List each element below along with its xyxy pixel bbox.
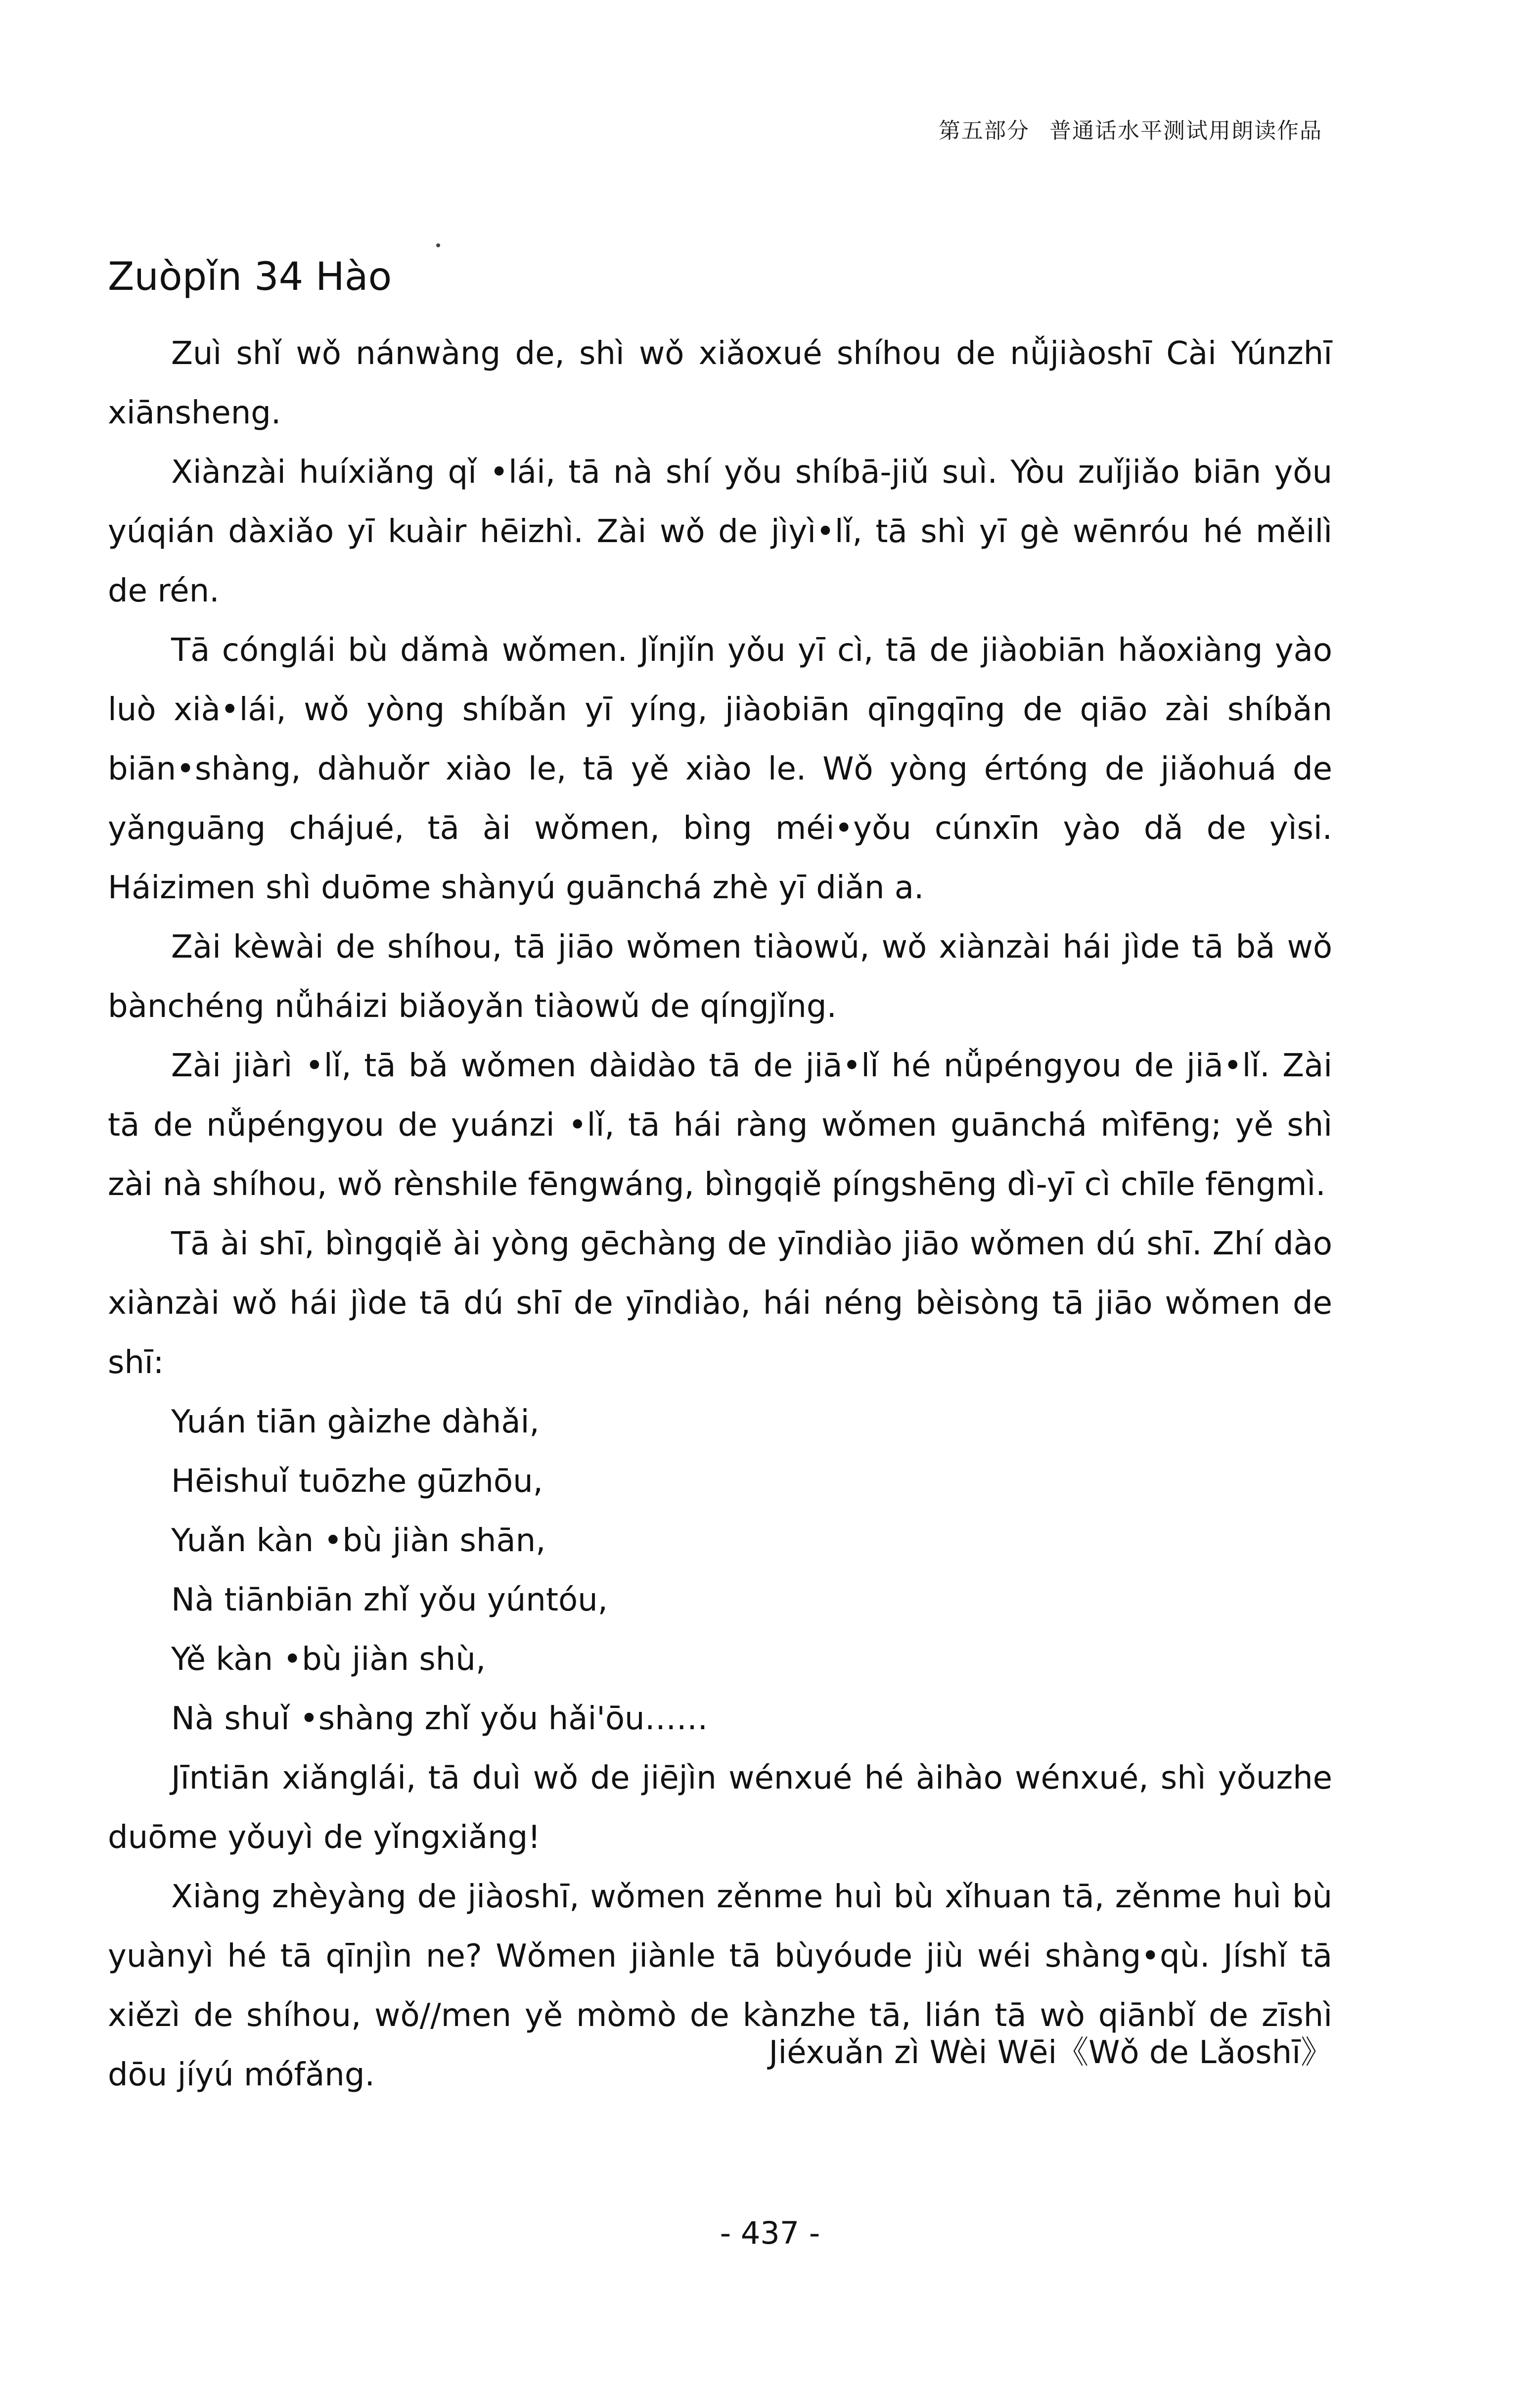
paragraph: Zài jiàrì •lǐ, tā bǎ wǒmen dàidào tā de jiā•lǐ hé nǚpéngyou de jiā•lǐ. Zài tā de nǚpéngyou de yuánzi •lǐ, tā hái ràng wǒmen guānchá mìfēng; yě shì zài nà shíhou, wǒ rènshile fēngwáng, bìngqiě píngshēng dì-yī cì chīle fēngmì. [108, 1048, 1332, 1203]
header-book-title: 普通话水平测试用朗读作品 [1049, 118, 1322, 143]
poem-line: Yuǎn kàn •bù jiàn shān, [171, 1522, 546, 1559]
print-speck [436, 243, 440, 247]
running-header [939, 113, 1322, 144]
poem-line: Yuán tiān gàizhe dàhǎi, [171, 1404, 540, 1440]
page-number: - 437 - [720, 2215, 820, 2251]
source-attribution: Jiéxuǎn zì Wèi Wēi《Wǒ de Lǎoshī》 [769, 2034, 1332, 2071]
paragraph: Tā cónglái bù dǎmà wǒmen. Jǐnjǐn yǒu yī cì, tā de jiàobiān hǎoxiàng yào luò xià•lái, wǒ yòng shíbǎn yī yíng, jiàobiān qīngqīng de qiāo zài shíbǎn biān•shàng, dàhuǒr xiào le, tā yě xiào le. Wǒ yòng értóng de jiǎohuá de yǎnguāng chájué, tā ài wǒmen, bìng méi•yǒu cúnxīn yào dǎ de yìsi. Háizimen shì duōme shànyú guānchá zhè yī diǎn a. [108, 632, 1332, 906]
paragraph: Xiàng zhèyàng de jiàoshī, wǒmen zěnme huì bù xǐhuan tā, zěnme huì bù yuànyì hé tā qīnjìn ne? Wǒmen jiànle tā bùyóude jiù wéi shàng•qù. Jíshǐ tā xiězì de shíhou, wǒ//men yě mòmò de kànzhe tā, lián tā wò qiānbǐ de zīshì dōu jíyú mófǎng. [108, 1879, 1332, 2093]
poem-line: Hēishuǐ tuōzhe gūzhōu, [171, 1463, 543, 1500]
paragraph: Zuì shǐ wǒ nánwàng de, shì wǒ xiǎoxué shíhou de nǚjiàoshī Cài Yúnzhī xiānsheng. [108, 335, 1332, 431]
paragraph: Jīntiān xiǎnglái, tā duì wǒ de jiējìn wénxué hé àihào wénxué, shì yǒuzhe duōme yǒuyì de yǐngxiǎng! [108, 1760, 1332, 1856]
header-section: 第五部分 [939, 118, 1030, 143]
poem-line: Nà tiānbiān zhǐ yǒu yúntóu, [171, 1582, 608, 1618]
paragraph: Tā ài shī, bìngqiě ài yòng gēchàng de yīndiào jiāo wǒmen dú shī. Zhí dào xiànzài wǒ hái jìde tā dú shī de yīndiào, hái néng bèisòng tā jiāo wǒmen de shī: [108, 1226, 1332, 1381]
poem-line: Yě kàn •bù jiàn shù, [171, 1641, 486, 1678]
work-title: Zuòpǐn 34 Hào [108, 255, 392, 299]
poem-line: Nà shuǐ •shàng zhǐ yǒu hǎi'ōu…… [171, 1701, 708, 1737]
paragraph: Zài kèwài de shíhou, tā jiāo wǒmen tiàowǔ, wǒ xiànzài hái jìde tā bǎ wǒ bànchéng nǚháizi biǎoyǎn tiàowǔ de qíngjǐng. [108, 929, 1332, 1025]
body-text [108, 324, 1332, 2105]
paragraph: Xiànzài huíxiǎng qǐ •lái, tā nà shí yǒu shíbā-jiǔ suì. Yòu zuǐjiǎo biān yǒu yúqián dàxiǎo yī kuàir hēizhì. Zài wǒ de jìyì•lǐ, tā shì yī gè wēnróu hé měilì de rén. [108, 454, 1332, 609]
